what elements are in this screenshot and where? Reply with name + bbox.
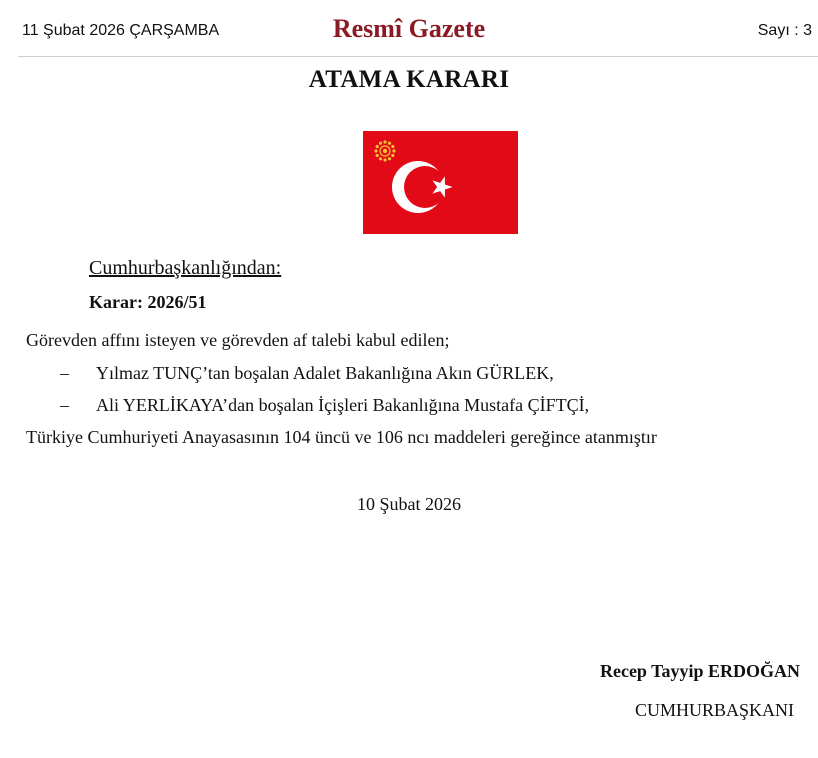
decision-number: Karar: 2026/51 xyxy=(89,292,207,312)
turkish-flag-icon xyxy=(363,131,518,234)
signer-title: CUMHURBAŞKANI xyxy=(634,700,794,720)
list-dash: – xyxy=(60,395,69,415)
header-date: 11 Şubat 2026 ÇARŞAMBA xyxy=(22,22,220,39)
list-item xyxy=(60,363,554,384)
issuer-heading: Cumhurbaşkanlığından: xyxy=(89,257,282,279)
signer-name: Recep Tayyip ERDOĞAN xyxy=(599,661,800,681)
list-dash: – xyxy=(60,363,69,383)
issue-number: Sayı : 3 xyxy=(757,22,812,39)
masthead-title: Resmî Gazete xyxy=(332,14,486,43)
gazette-header xyxy=(0,0,818,58)
closing-paragraph: Türkiye Cumhuriyeti Anayasasının 104 üncü ve 106 ncı maddeleri gereğince atanmıştır xyxy=(26,427,657,447)
intro-paragraph: Görevden affını isteyen ve görevden af talebi kabul edilen; xyxy=(26,330,450,350)
signed-date: 10 Şubat 2026 xyxy=(356,494,461,514)
document-title: ATAMA KARARI xyxy=(308,66,510,93)
header-divider xyxy=(18,56,818,57)
list-item xyxy=(60,395,589,416)
list-item-text: Ali YERLİKAYA’dan boşalan İçişleri Bakanlığına Mustafa ÇİFTÇİ, xyxy=(96,395,590,415)
list-item-text: Yılmaz TUNÇ’tan boşalan Adalet Bakanlığına Akın GÜRLEK, xyxy=(96,363,554,383)
